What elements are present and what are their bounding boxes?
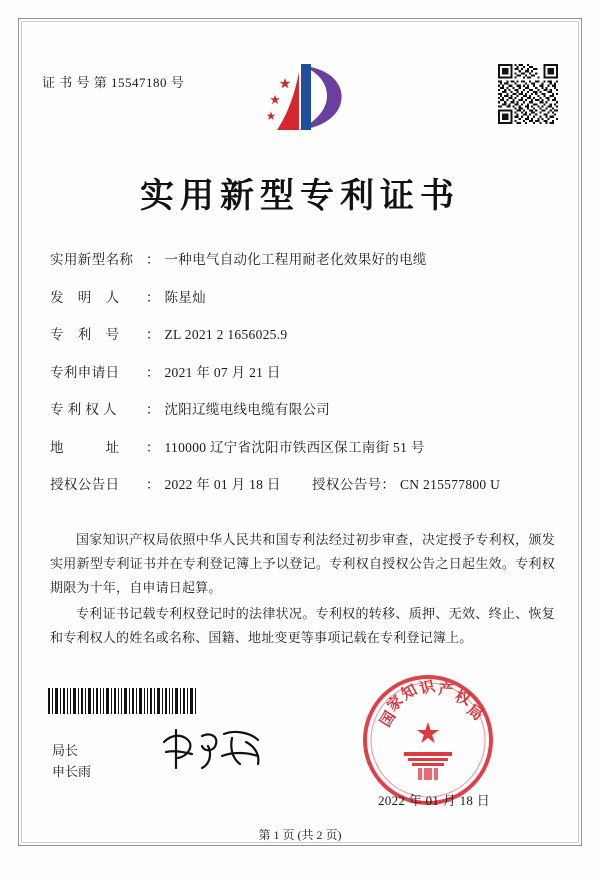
seal-char-6: 权	[452, 688, 473, 709]
page-title: 实用新型专利证书	[140, 178, 460, 215]
grant-number-value: CN 215577800 U	[400, 477, 501, 492]
field-colon: ：	[146, 252, 160, 267]
field-colon: ：	[146, 364, 160, 380]
director-block	[52, 740, 91, 782]
legal-text	[50, 528, 555, 652]
field-colon: ：	[146, 439, 160, 455]
director-name: 申长雨	[52, 764, 92, 779]
grant-date-label: 授权公告日	[50, 477, 120, 492]
field-value: 2021 年 07 月 21 日	[164, 364, 281, 380]
paragraph-two: 专利证书记载专利权登记时的法律状况。专利权的转移、质押、无效、终止、恢复和专利权人的姓名或名称、国籍、地址变更等事项记载在专利登记簿上。	[50, 606, 555, 645]
qr-code	[498, 64, 558, 124]
field-label: 实用新型名称	[50, 252, 134, 267]
cnipa-logo-icon	[255, 62, 347, 134]
seal-date: 2022 年 01 月 18 日	[378, 793, 491, 808]
seal-char-3: 知	[399, 682, 421, 704]
field-value: 110000 辽宁省沈阳市铁西区保工南街 51 号	[164, 439, 425, 455]
field-label: 专 利 号	[50, 327, 120, 342]
seal-char-7: 局	[463, 702, 486, 725]
field-colon: ：	[146, 327, 160, 342]
field-label: 专 利 权 人	[50, 402, 117, 417]
handwritten-signature	[158, 722, 268, 778]
paragraph-one: 国家知识产权局依照中华人民共和国专利法经过初步审查，决定授予专利权，颁发实用新型专利证书并在专利登记簿上予以登记。专利权自授权公告之日起生效。专利权期限为十年，自申请日起算。	[50, 532, 555, 595]
field-row-patent-number	[50, 323, 555, 343]
field-row-inventor	[50, 286, 555, 306]
field-row-application-date	[50, 361, 555, 381]
field-value: 一种电气自动化工程用耐老化效果好的电缆	[164, 252, 427, 267]
official-seal	[360, 672, 496, 808]
seal-char-1: 国	[377, 708, 400, 731]
field-row-patentee	[50, 398, 555, 418]
field-value: 沈阳辽缆电线电缆有限公司	[164, 402, 331, 417]
certificate-fields	[50, 248, 555, 511]
field-row-grant-announcement	[50, 473, 555, 493]
seal-char-2: 家	[384, 692, 407, 715]
grant-number-colon: ：	[381, 477, 395, 492]
field-value: 陈星灿	[164, 289, 206, 305]
field-label: 发 明 人	[50, 289, 120, 305]
grant-number-label: 授权公告号	[312, 477, 382, 492]
field-colon: ：	[146, 402, 160, 417]
field-row-address	[50, 436, 555, 456]
grant-date-colon: ：	[146, 477, 160, 492]
director-label: 局长	[52, 743, 79, 758]
field-colon: ：	[146, 289, 160, 305]
certificate-number: 证 书 号 第 15547180 号	[42, 75, 185, 90]
field-row-utility-model-name	[50, 248, 555, 268]
grant-date-value: 2022 年 01 月 18 日	[164, 477, 281, 492]
field-value: ZL 2021 2 1656025.9	[164, 327, 288, 342]
page-indicator: 第 1 页 (共 2 页)	[258, 828, 342, 842]
field-label: 专利申请日	[50, 364, 120, 380]
seal-char-4: 识	[418, 678, 437, 698]
field-label: 地 址	[50, 439, 120, 455]
barcode	[48, 688, 196, 714]
seal-char-5: 产	[437, 682, 454, 700]
